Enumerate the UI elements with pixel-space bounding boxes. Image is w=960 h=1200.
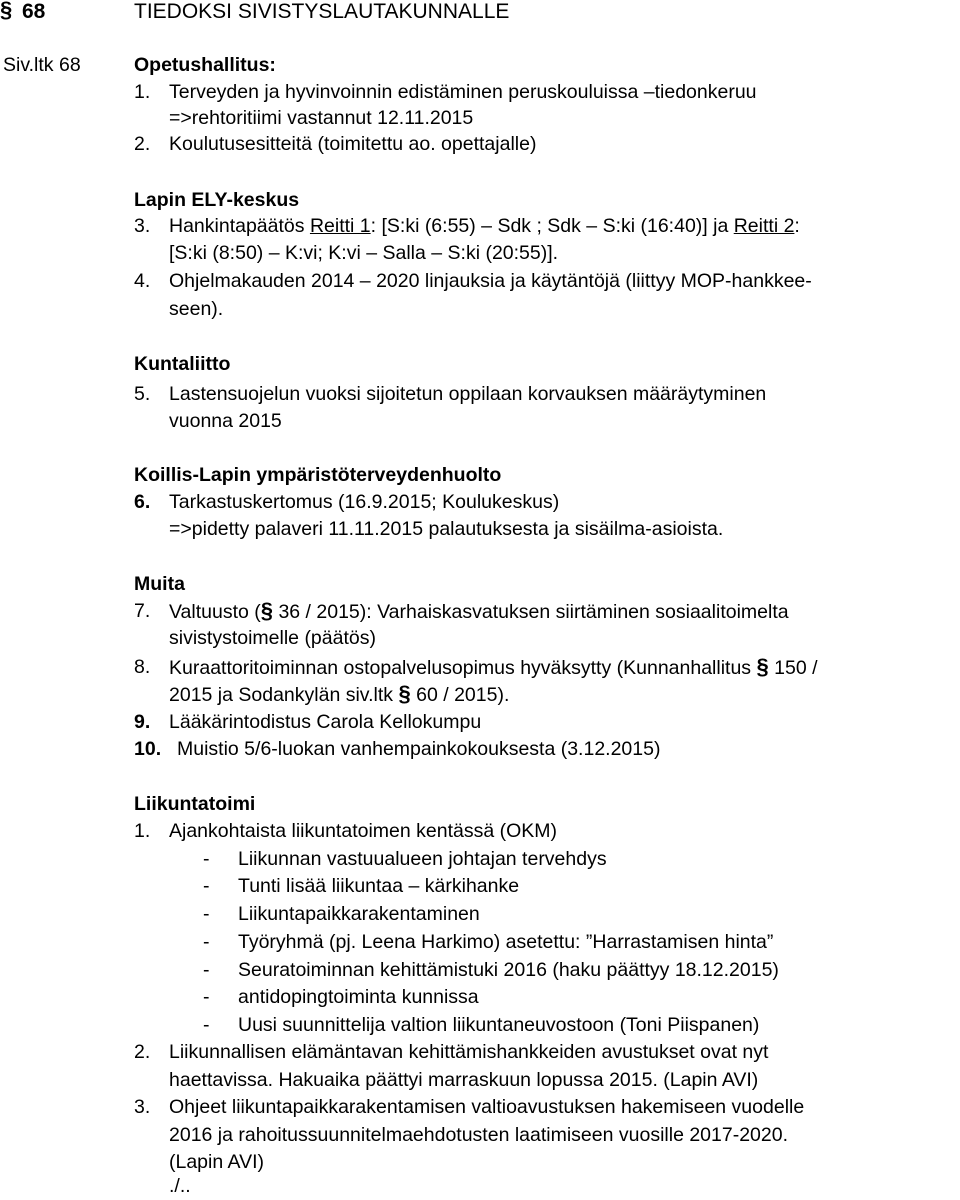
item-number: 6. xyxy=(134,491,151,513)
heading-liikuntatoimi: Liikuntatoimi xyxy=(134,793,256,815)
item-text-part: Kuraattoritoiminnan ostopalvelusopimus hyväksytty (Kunnanhallitus xyxy=(169,657,757,679)
item-number: 9. xyxy=(134,711,151,733)
item-number: 3. xyxy=(134,1096,151,1118)
list-item: antidopingtoiminta kunnissa xyxy=(238,986,479,1008)
item-text xyxy=(169,680,509,709)
item-text-part: 36 / 2015): Varhaiskasvatuksen siirtäminen sosiaalitoimelta xyxy=(273,601,789,623)
section-number: 68 xyxy=(22,0,46,23)
reitti-2-link[interactable]: Reitti 2 xyxy=(733,215,795,237)
reitti-1-link[interactable]: Reitti 1 xyxy=(309,215,371,237)
section-sign: § xyxy=(398,681,411,706)
item-text: vuonna 2015 xyxy=(169,410,282,432)
list-item: Uusi suunnittelija valtion liikuntaneuvostoon (Toni Piispanen) xyxy=(238,1014,760,1036)
item-text: Muistio 5/6-luokan vanhempainkokouksesta (3.12.2015) xyxy=(177,738,661,760)
item-number: 1. xyxy=(134,81,151,103)
continued-marker: ./.. xyxy=(169,1175,191,1197)
item-text-part: Valtuusto ( xyxy=(169,601,261,623)
item-number: 1. xyxy=(134,820,151,842)
item-text: Liikunnallisen elämäntavan kehittämishankkeiden avustukset ovat nyt xyxy=(169,1041,769,1063)
item-text: [S:ki (8:50) – K:vi; K:vi – Salla – S:ki (20:55)]. xyxy=(169,242,559,264)
item-text: Ohjelmakauden 2014 – 2020 linjauksia ja käytäntöjä (liittyy MOP-hankkee- xyxy=(169,270,812,292)
item-number: 3. xyxy=(134,215,151,237)
item-text: =>pidetty palaveri 11.11.2015 palautuksesta ja sisäilma-asioista. xyxy=(169,518,724,540)
item-text: Ohjeet liikuntapaikkarakentamisen valtioavustuksen hakemiseen vuodelle xyxy=(169,1096,805,1118)
item-number: 2. xyxy=(134,133,151,155)
section-sign: § xyxy=(0,0,13,22)
item-text: Tarkastuskertomus (16.9.2015; Koulukeskus) xyxy=(169,491,560,513)
bullet-dash: - xyxy=(203,1014,210,1036)
heading-opetushallitus: Opetushallitus: xyxy=(134,54,276,76)
item-number: 4. xyxy=(134,270,151,292)
item-text-part: 60 / 2015). xyxy=(410,684,510,706)
item-text-part: : xyxy=(794,215,800,237)
item-text-part: 150 / xyxy=(768,657,818,679)
item-text xyxy=(169,212,800,240)
heading-koillis-lapin: Koillis-Lapin ympäristöterveydenhuolto xyxy=(134,464,502,486)
item-number: 7. xyxy=(134,600,151,622)
item-text xyxy=(169,653,818,682)
item-number: 2. xyxy=(134,1041,151,1063)
section-sign: § xyxy=(260,598,274,623)
item-text: Ajankohtaista liikuntatoimen kentässä (OKM) xyxy=(169,820,558,842)
item-text-part: Hankintapäätös xyxy=(169,215,310,237)
item-text xyxy=(169,597,789,626)
list-item: Liikuntapaikkarakentaminen xyxy=(238,903,480,925)
list-item: Liikunnan vastuualueen johtajan tervehdys xyxy=(238,848,607,870)
item-text: Koulutusesitteitä (toimitettu ao. opettajalle) xyxy=(169,133,537,155)
page-reference: Siv.ltk 68 xyxy=(3,54,81,76)
item-text: =>rehtoritiimi vastannut 12.11.2015 xyxy=(169,107,474,129)
bullet-dash: - xyxy=(203,986,210,1008)
list-item: Tunti lisää liikuntaa – kärkihanke xyxy=(238,875,520,897)
item-number: 5. xyxy=(134,383,151,405)
bullet-dash: - xyxy=(203,931,210,953)
bullet-dash: - xyxy=(203,848,210,870)
list-item: Seuratoiminnan kehittämistuki 2016 (haku päättyy 18.12.2015) xyxy=(238,959,779,981)
item-text-part: 2015 ja Sodankylän siv.ltk xyxy=(169,684,399,706)
item-text: sivistystoimelle (päätös) xyxy=(169,627,376,649)
item-number: 10. xyxy=(134,738,162,760)
item-text: haettavissa. Hakuaika päättyi marraskuun lopussa 2015. (Lapin AVI) xyxy=(169,1069,759,1091)
page-title: TIEDOKSI SIVISTYSLAUTAKUNNALLE xyxy=(134,0,510,23)
list-item: Työryhmä (pj. Leena Harkimo) asetettu: ”Harrastamisen hinta” xyxy=(238,931,774,953)
heading-muita: Muita xyxy=(134,573,185,595)
item-text: Terveyden ja hyvinvoinnin edistäminen peruskouluissa –tiedonkeruu xyxy=(169,81,757,103)
bullet-dash: - xyxy=(203,903,210,925)
section-sign: § xyxy=(756,654,769,679)
item-text: 2016 ja rahoitussuunnitelmaehdotusten laatimiseen vuosille 2017-2020. xyxy=(169,1124,789,1146)
item-text: Lastensuojelun vuoksi sijoitetun oppilaan korvauksen määräytyminen xyxy=(169,383,767,405)
item-text-part: : [S:ki (6:55) – Sdk ; Sdk – S:ki (16:40)] ja xyxy=(370,215,734,237)
item-text: Lääkärintodistus Carola Kellokumpu xyxy=(169,711,482,733)
heading-ely-keskus: Lapin ELY-keskus xyxy=(134,189,300,211)
item-text: seen). xyxy=(169,298,224,320)
bullet-dash: - xyxy=(203,959,210,981)
item-number: 8. xyxy=(134,656,151,678)
item-text: (Lapin AVI) xyxy=(169,1151,265,1173)
heading-kuntaliitto: Kuntaliitto xyxy=(134,353,231,375)
bullet-dash: - xyxy=(203,875,210,897)
